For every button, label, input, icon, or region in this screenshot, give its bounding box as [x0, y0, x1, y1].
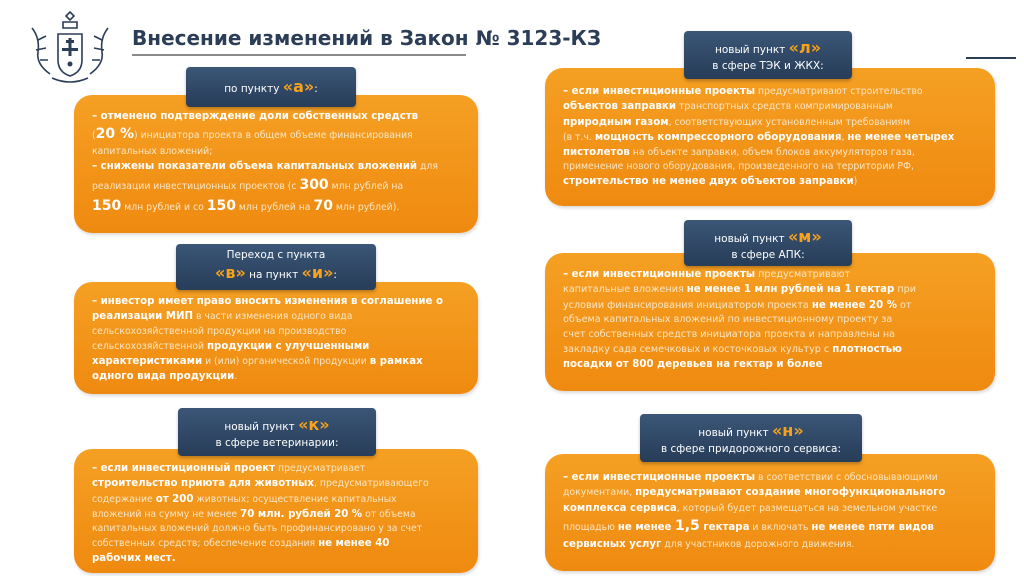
title-underline — [132, 54, 466, 56]
coat-of-arms-icon — [28, 8, 112, 88]
tab-point-m: новый пункт «м» в сфере АПК: — [684, 220, 852, 266]
card-point-m: – если инвестиционные проекты предусматривают капитальные вложения не менее 1 млн рублей на 1 гектар при условии финансирования инициатором проекта не менее 20 % от объема капитальных вложений по инвестиционному проекту за счет собственных средств инициатора проекта и направлены на закладку сада семечковых и косточковых культур с плотностью посадки от 800 деревьев на гектар и более — [545, 253, 995, 391]
card-point-v-to-i: – инвестор имеет право вносить изменения в соглашение о реализации МИП в части изменения одного вида сельскохозяйственной продукции на производство сельскохозяйственной продукции с улучшенными характеристиками и (или) органической продукции в рамках одного вида продукции. — [74, 282, 478, 394]
card-point-l: – если инвестиционные проекты предусматривают строительство объектов заправки транспортных средств компримированным природным газом, соответствующих установленным требованиям (в т.ч. мощность компрессорного оборудования, не менее четырех пистолетов на объекте заправки, объем блоков аккумуляторов газа, применение нового оборудования, произведенного на территории РФ, строительство не менее двух объектов заправки) — [545, 68, 995, 206]
decorative-rule — [966, 57, 1016, 59]
card-point-k: – если инвестиционный проект предусматривает строительство приюта для животных, предусматривающего содержание от 200 животных; осуществление капитальных вложений на сумму не менее 70 млн. рублей 20 % от объема капитальных вложений должно быть профинансировано у за счет собственных средств; обеспечение создания не менее 40 рабочих мест. — [74, 449, 478, 573]
card-point-a: – отменено подтверждение доли собственных средств (20 %) инициатора проекта в общем объеме финансирования капитальных вложений; – снижены показатели объема капитальных вложений для реализации инвестиционных проектов (с 300 млн рублей на 150 млн рублей и со 150 млн рублей на 70 млн рублей). — [74, 95, 478, 233]
page-title: Внесение изменений в Закон № 3123-КЗ — [132, 26, 602, 50]
tab-point-n: новый пункт «н» в сфере придорожного сервиса: — [640, 414, 862, 462]
card-point-n: – если инвестиционные проекты в соответствии с обосновывающими документами, предусматривают создание многофункционального комплекса сервиса, который будет размещаться на земельном участке площадью не менее 1,5 гектара и включать не менее пяти видов сервисных услуг для участников дорожного движения. — [545, 454, 995, 571]
tab-point-l: новый пункт «л» в сфере ТЭК и ЖКХ: — [684, 31, 852, 79]
tab-point-a: по пункту «а»: — [186, 67, 356, 107]
tab-point-v-to-i: Переход с пункта «в» на пункт «и»: — [176, 244, 376, 290]
tab-point-k: новый пункт «к» в сфере ветеринарии: — [178, 408, 376, 456]
